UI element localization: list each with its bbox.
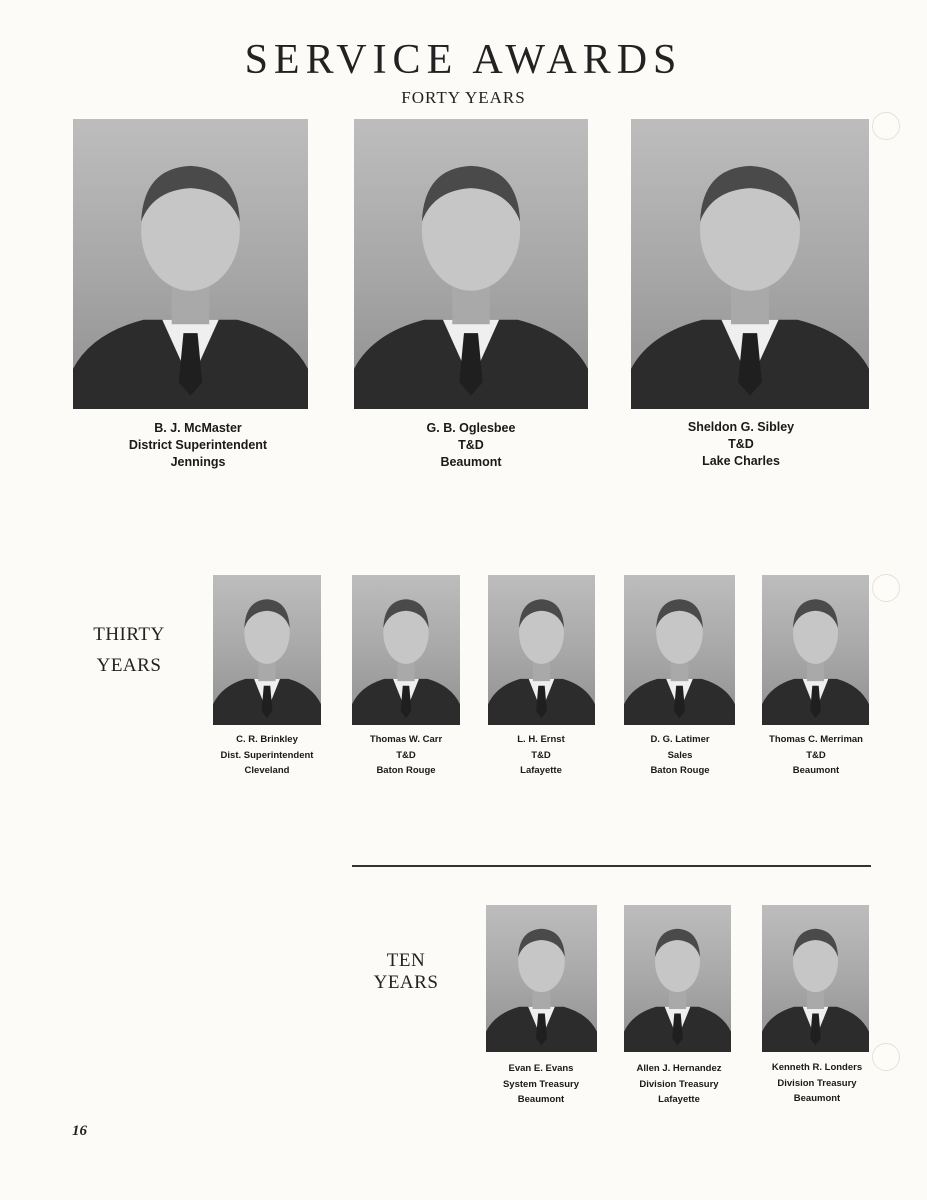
caption-ten-2	[618, 1061, 740, 1108]
person-location: Baton Rouge	[650, 765, 710, 776]
portrait-photo	[488, 575, 595, 725]
portrait-silhouette	[352, 575, 460, 725]
person-name: C. R. Brinkley	[236, 734, 298, 745]
person-title: Sales	[667, 749, 693, 761]
person-name: Sheldon G. Sibley	[687, 420, 795, 434]
portrait-photo	[73, 119, 308, 409]
caption-thirty-1	[207, 732, 327, 779]
caption-thirty-4	[620, 732, 740, 779]
person-title: T&D	[531, 749, 551, 761]
page-subtitle: FORTY YEARS	[401, 88, 526, 107]
portrait-silhouette	[486, 905, 597, 1052]
person-name: Thomas C. Merriman	[769, 734, 863, 745]
section-label-ten	[368, 950, 444, 994]
section-label-line: YEARS	[373, 972, 439, 993]
page-number: 16	[72, 1123, 87, 1139]
caption-thirty-3	[481, 732, 601, 779]
person-name: D. G. Latimer	[650, 734, 710, 745]
section-label-line: THIRTY	[93, 624, 165, 645]
person-title: T&D	[728, 437, 754, 451]
punch-hole	[872, 1043, 900, 1071]
section-label-thirty	[86, 619, 172, 681]
person-title: Division Treasury	[777, 1077, 857, 1089]
person-title: T&D	[806, 749, 826, 761]
person-title: T&D	[458, 438, 484, 452]
caption-ten-3	[755, 1060, 879, 1107]
portrait-photo	[486, 905, 597, 1052]
person-location: Beaumont	[440, 455, 502, 469]
person-name: Allen J. Hernandez	[636, 1063, 722, 1074]
portrait-photo	[352, 575, 460, 725]
person-location: Baton Rouge	[376, 765, 436, 776]
person-name: Evan E. Evans	[508, 1063, 574, 1074]
person-title: T&D	[396, 749, 416, 761]
section-divider	[352, 865, 871, 867]
person-title: System Treasury	[502, 1078, 580, 1090]
portrait-photo	[762, 905, 869, 1052]
person-name: Kenneth R. Londers	[771, 1062, 863, 1073]
portrait-silhouette	[624, 575, 735, 725]
person-name: B. J. McMaster	[154, 421, 242, 435]
person-location: Lafayette	[658, 1094, 700, 1105]
person-location: Beaumont	[517, 1094, 565, 1105]
portrait-photo	[631, 119, 869, 409]
person-location: Beaumont	[792, 765, 840, 776]
caption-thirty-5	[755, 732, 877, 779]
person-location: Jennings	[170, 455, 226, 469]
caption-thirty-2	[346, 732, 466, 779]
section-label-line: YEARS	[96, 655, 162, 676]
caption-ten-1	[481, 1061, 601, 1108]
person-name: Thomas W. Carr	[369, 734, 443, 745]
person-title: District Superintendent	[128, 438, 268, 452]
portrait-silhouette	[354, 119, 588, 409]
caption-forty-1	[73, 420, 323, 471]
portrait-silhouette	[73, 119, 308, 409]
portrait-silhouette	[488, 575, 595, 725]
portrait-photo	[624, 905, 731, 1052]
person-title: Division Treasury	[639, 1078, 719, 1090]
section-label-line: TEN	[386, 950, 426, 971]
portrait-photo	[624, 575, 735, 725]
punch-hole	[872, 112, 900, 140]
portrait-photo	[354, 119, 588, 409]
person-location: Beaumont	[793, 1093, 841, 1104]
portrait-silhouette	[213, 575, 321, 725]
person-name: L. H. Ernst	[517, 734, 565, 745]
person-location: Lake Charles	[702, 454, 780, 468]
page-title: SERVICE AWARDS	[244, 37, 683, 83]
person-name: G. B. Oglesbee	[426, 421, 516, 435]
portrait-silhouette	[624, 905, 731, 1052]
person-location: Lafayette	[520, 765, 562, 776]
punch-hole	[872, 574, 900, 602]
portrait-silhouette	[631, 119, 869, 409]
portrait-silhouette	[762, 575, 869, 725]
portrait-silhouette	[762, 905, 869, 1052]
portrait-photo	[762, 575, 869, 725]
person-location: Cleveland	[244, 765, 290, 776]
caption-forty-3	[631, 419, 851, 470]
person-title: Dist. Superintendent	[220, 749, 314, 761]
portrait-photo	[213, 575, 321, 725]
caption-forty-2	[354, 420, 588, 471]
